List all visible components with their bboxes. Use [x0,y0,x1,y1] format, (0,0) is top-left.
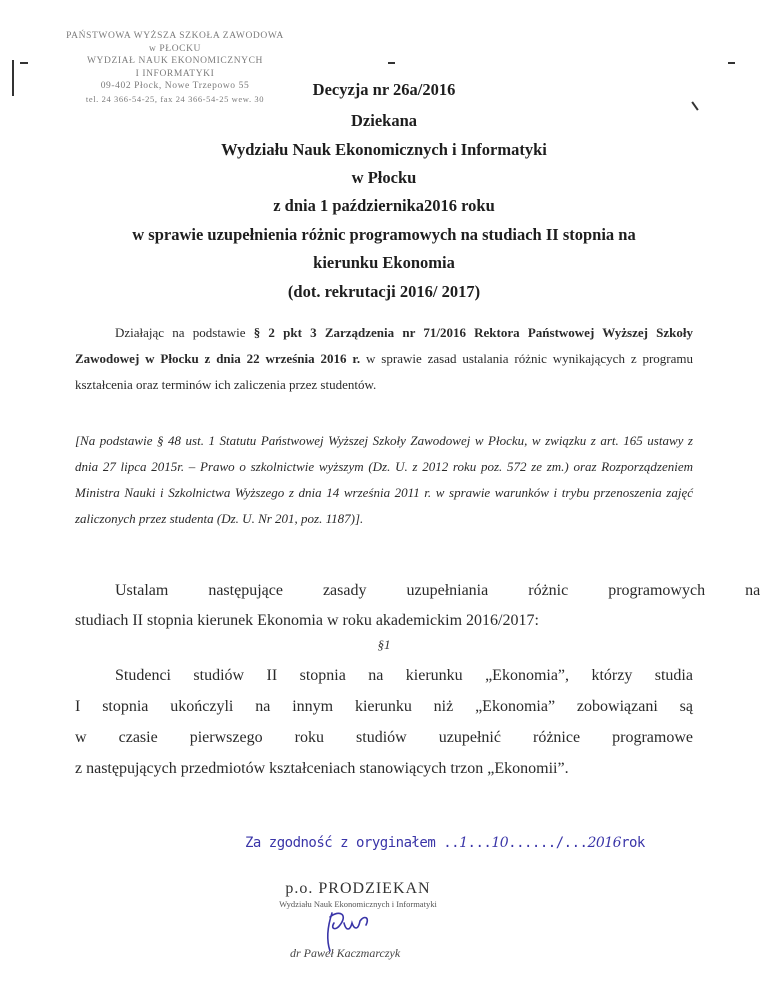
word: programowe [612,729,693,746]
signature-unit: Wydziału Nauk Ekonomicznych i Informatyki [279,899,437,909]
word: kierunku [354,698,412,715]
basis-intro: Działając na podstawie [115,325,246,340]
body-line [75,575,761,606]
stamp-line: w PŁOCKU [148,43,202,54]
body-line [75,691,693,722]
word: niż [433,698,454,715]
word: studia [654,667,693,684]
word: uzupełniania [406,582,489,599]
legal-basis-paragraph [75,320,693,398]
word: kierunku [405,667,463,684]
word: pierwszego [189,729,263,746]
legal-citation [75,428,693,532]
section-paragraph [75,660,693,784]
word: innym [292,698,334,715]
word: roku [294,729,324,746]
word: na [368,667,384,684]
word: na [745,582,761,599]
cert-year: 2016 [587,835,622,851]
word: studiów [356,729,407,746]
legal-citation-text: [Na podstawie § 48 ust. 1 Statutu Państwowej Wyższej Szkoły Zawodowej w Płocku, w związku z art. 165 ustawy z dnia 27 lipca 2015r. – Prawo o szkolnictwie wyższym (Dz. U. z 2012 roku poz. 572 ze zm.) oraz Rozporządzeniem Ministra Nauki i Szkolnictwa Wyższego z dnia 14 września 2011 r. w sprawie warunków i trybu przenoszenia zajęć zaliczonych przez studenta (Dz. U. Nr 201, poz. 1187)]. [75,433,693,526]
body-line [75,722,693,753]
basis-rest: w sprawie zasad ustalania różnic wynikających z programu kształcenia oraz terminów ich zaliczenia przez studentów. [75,351,694,392]
word: I [75,698,81,715]
word: ukończyli [170,698,234,715]
certification-label: Za zgodność z oryginałem [245,835,436,851]
word: studiów [193,667,245,684]
signature-name: dr Paweł Kaczmarczyk [290,946,401,960]
word: różnice [532,729,581,746]
stamp-line: tel. 24 366-54-25, fax 24 366-54-25 wew. 30 [85,93,265,104]
word: uzupełnić [438,729,501,746]
word: zasady [322,582,367,599]
word: różnic [528,582,569,599]
cert-suffix: rok [621,835,645,851]
stamp-line: I INFORMATYKI [135,68,215,79]
word: na [255,698,271,715]
word: stopnia [299,667,346,684]
body-line [75,660,693,691]
heading-date: z dnia 1 października2016 roku [273,196,495,215]
word: stopnia [102,698,149,715]
decision-number: Decyzja nr 26a/2016 [312,80,456,99]
heading-city: w Płocku [351,168,417,187]
word: „Ekonomia” [475,698,556,715]
word: Ustalam [115,582,169,599]
section-mark: §1 [377,637,391,652]
body-intro [75,575,761,606]
cert-day: 1 [459,835,468,851]
word: w [75,729,87,746]
word: zobowiązani [576,698,658,715]
scan-mark [691,101,698,110]
word: „Ekonomia”, [485,667,570,684]
word: Studenci [115,667,171,684]
word: są [679,698,693,715]
body-line: z następujących przedmiotów kształceniach stanowiących trzon „Ekonomii”. [75,760,569,777]
word: którzy [591,667,633,684]
scan-mark [728,62,735,64]
signature-title: p.o. PRODZIEKAN [285,880,431,897]
certification-stamp: Za zgodność z oryginałem ..1...10....../...2016rok [245,835,645,851]
word: czasie [118,729,158,746]
stamp-line: WYDZIAŁ NAUK EKONOMICZNYCH [86,56,264,66]
stamp-line: PAŃSTWOWA WYŻSZA SZKOŁA ZAWODOWA [66,31,284,41]
basis-reference: § 2 pkt 3 Zarządzenia nr 71/2016 Rektora Państwowej Wyższej Szkoły Zawodowej w Płocku z dnia 22 września 2016 r. [75,325,694,366]
heading-subject: w sprawie uzupełnienia różnic programowych na studiach II stopnia na [132,225,636,244]
cert-month: 10 [491,835,509,851]
heading-subject: (dot. rekrutacji 2016/ 2017) [287,282,481,301]
scan-mark [388,62,395,64]
word: następujące [208,582,283,599]
heading-faculty: Wydziału Nauk Ekonomicznych i Informatyki [221,140,547,159]
word: programowych [608,582,706,599]
heading-who: Dziekana [351,111,417,130]
body-line: studiach II stopnia kierunek Ekonomia w roku akademickim 2016/2017: [75,612,539,629]
scan-mark [20,62,28,64]
word: II [266,667,278,684]
heading-subject: kierunku Ekonomia [313,253,455,272]
stamp-line: 09-402 Płock, Nowe Trzepowo 55 [100,81,250,91]
